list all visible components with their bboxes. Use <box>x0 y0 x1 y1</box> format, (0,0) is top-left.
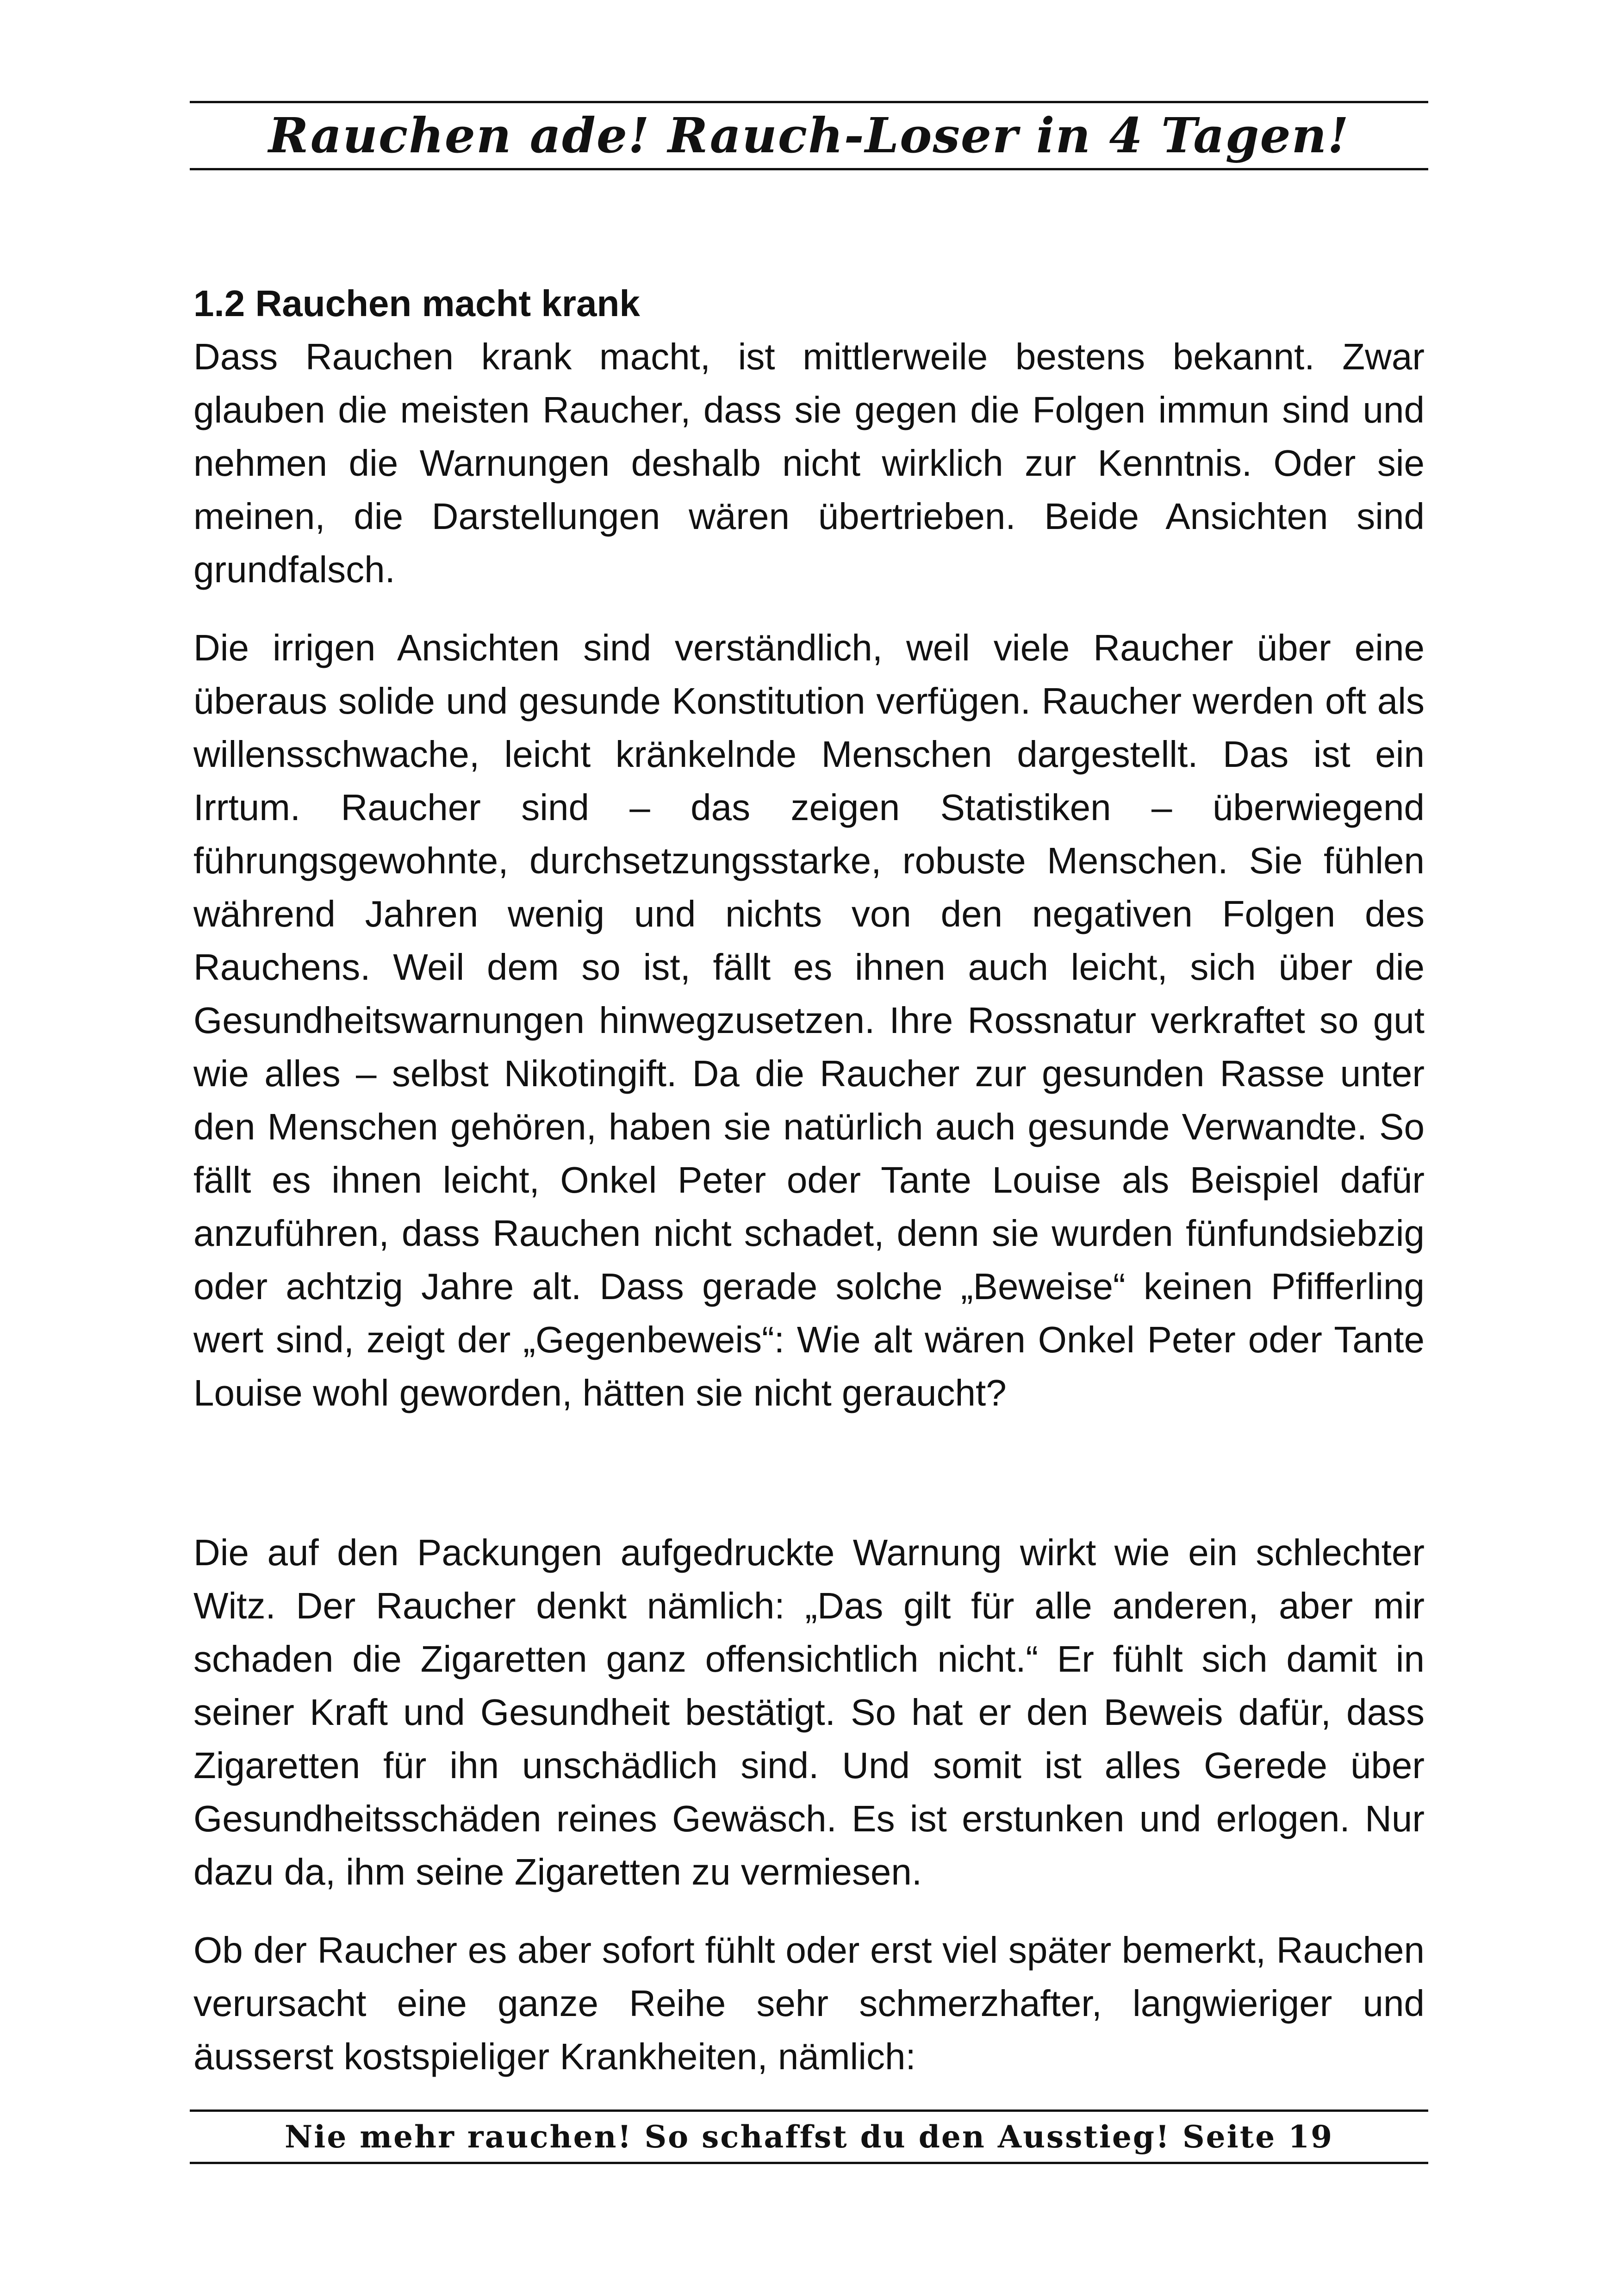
header-title: Rauchen ade! Rauch-Loser in 4 Tagen! <box>268 107 1350 164</box>
paragraph-spacer <box>193 1898 1425 1923</box>
page-content <box>193 277 1425 2083</box>
page-footer <box>190 2109 1428 2164</box>
paragraph-4: Ob der Raucher es aber sofort fühlt oder erst viel später bemerkt, Rauchen verursacht eine ganze Reihe sehr schmerzhafter, langwieriger und äusserst kostspieliger Krankheiten, nämlich: <box>193 1929 1425 2077</box>
footer-text: Nie mehr rauchen! So schaffst du den Ausstieg! Seite 19 <box>284 2119 1334 2155</box>
paragraph-2: Die irrigen Ansichten sind verständlich, weil viele Raucher über eine überaus solide und gesunde Konstitution verfügen. Raucher werden oft als willensschwache, leicht kränkelnde Menschen dargestellt. Das ist ein Irrtum. Raucher sind – das zeigen Statistiken – überwiegend führungsgewohnte, durchsetzungsstarke, robuste Menschen. Sie fühlen während Jahren wenig und nichts von den negativen Folgen des Rauchens. Weil dem so ist, fällt es ihnen auch leicht, sich über die Gesundheitswarnungen hinwegzusetzen. Ihre Rossnatur verkraftet so gut wie alles – selbst Nikotingift. Da die Raucher zur gesunden Rasse unter den Menschen gehören, haben sie natürlich auch gesunde Verwandte. So fällt es ihnen leicht, Onkel Peter oder Tante Louise als Beispiel dafür anzuführen, dass Rauchen nicht schadet, denn sie wurden fünfundsiebzig oder achtzig Jahre alt. Dass gerade solche „Beweise“ keinen Pfifferling wert sind, zeigt der „Gegenbeweis“: Wie alt wären Onkel Peter oder Tante Louise wohl geworden, hätten sie nicht geraucht? <box>193 627 1425 1413</box>
paragraph-3: Die auf den Packungen aufgedruckte Warnung wirkt wie ein schlechter Witz. Der Raucher denkt nämlich: „Das gilt für alle anderen, aber mir schaden die Zigaretten ganz offensichtlich nicht.“ Er fühlt sich damit in seiner Kraft und Gesundheit bestätigt. So hat er den Beweis dafür, dass Zigaretten für ihn unschädlich sind. Und somit ist alles Gerede über Gesundheitsschäden reines Gewäsch. Es ist erstunken und erlogen. Nur dazu da, ihm seine Zigaretten zu vermiesen. <box>193 1532 1425 1892</box>
section-spacer <box>193 1419 1425 1526</box>
paragraph-spacer <box>193 596 1425 621</box>
page-header <box>190 101 1428 170</box>
section-heading: 1.2 Rauchen macht krank <box>193 283 640 324</box>
paragraph-1: Dass Rauchen krank macht, ist mittlerweile bestens bekannt. Zwar glauben die meisten Raucher, dass sie gegen die Folgen immun sind und nehmen die Warnungen deshalb nicht wirklich zur Kenntnis. Oder sie meinen, die Darstellungen wären übertrieben. Beide Ansichten sind grundfalsch. <box>193 336 1425 590</box>
